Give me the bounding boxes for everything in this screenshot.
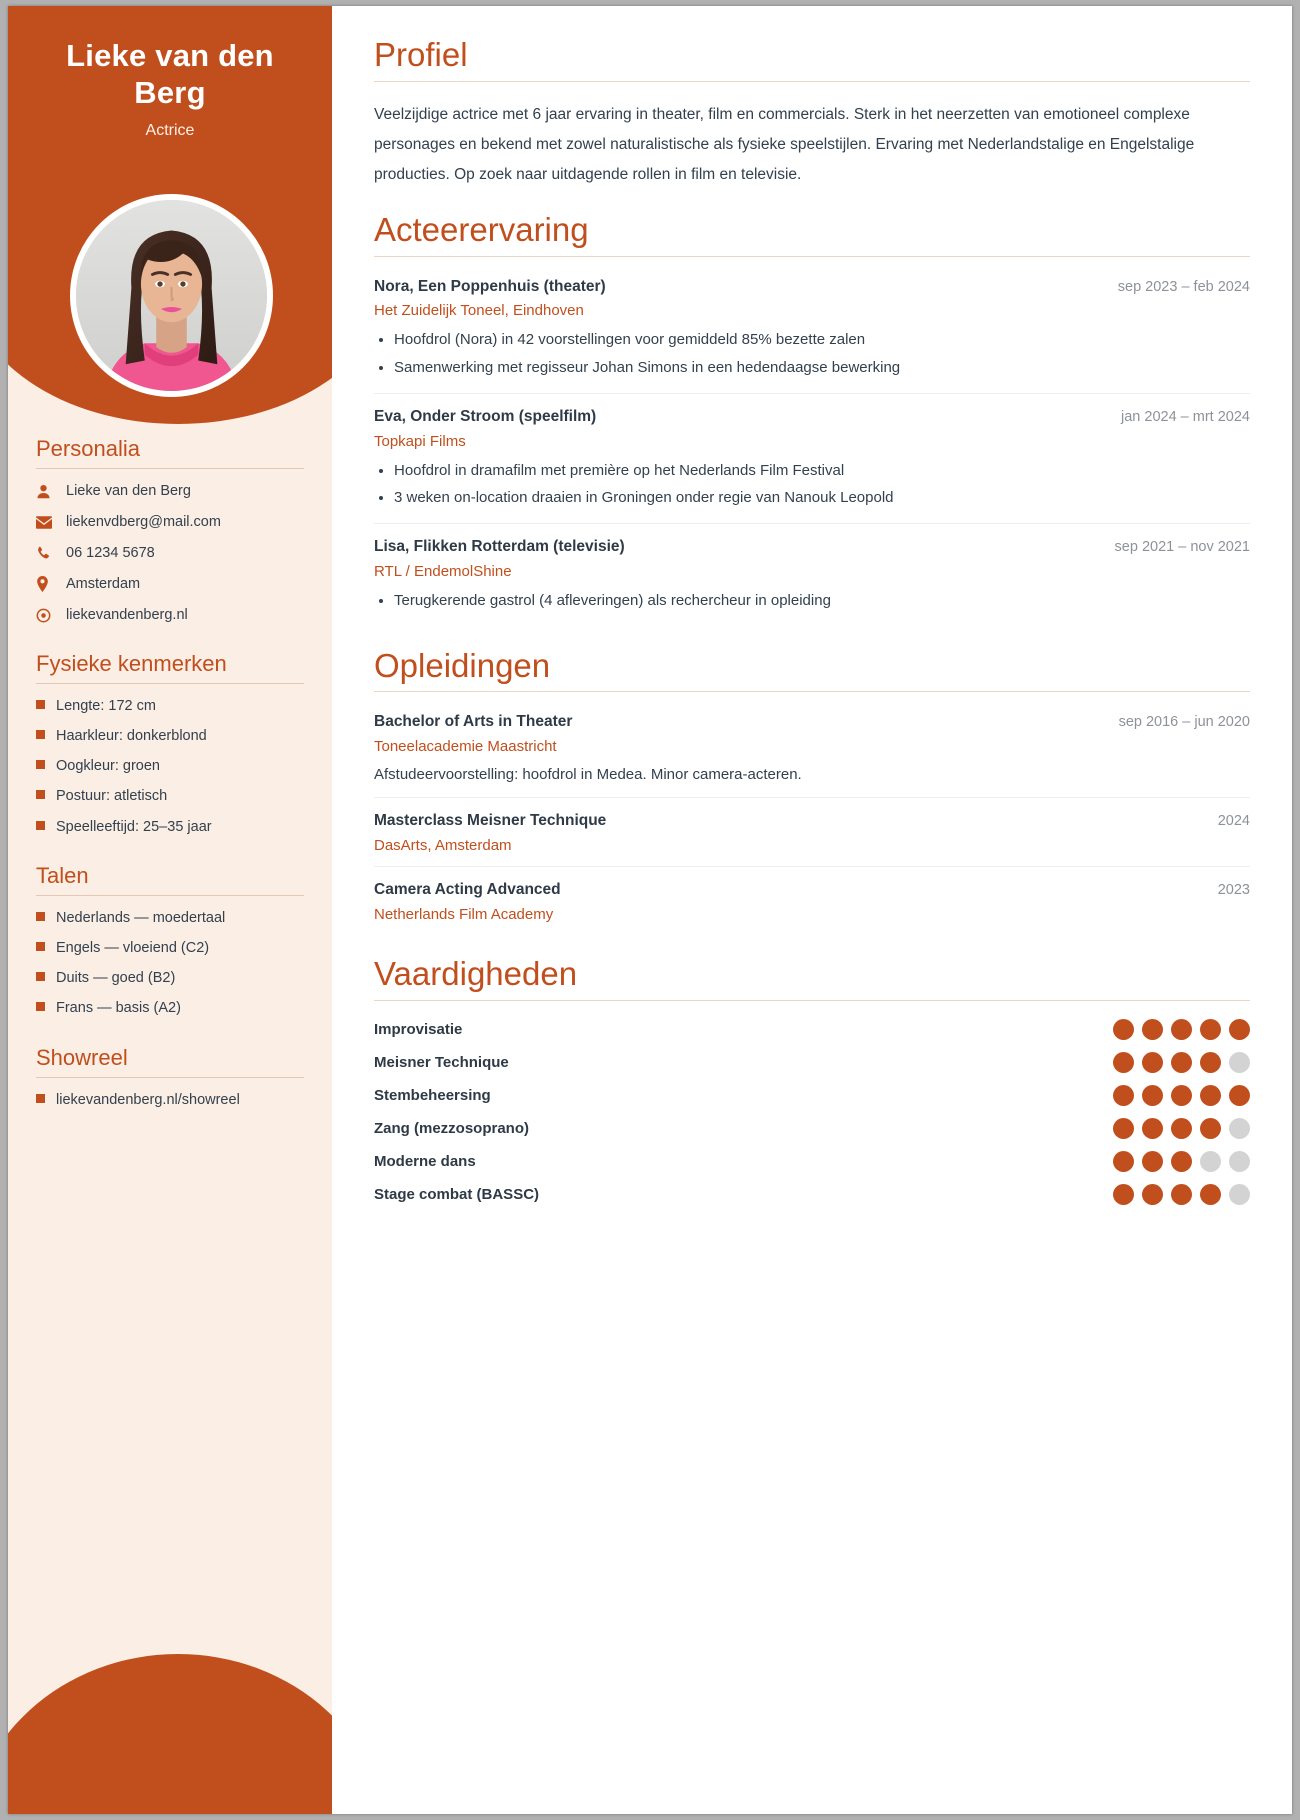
entry-header	[374, 407, 1250, 428]
skill-rating	[1113, 1052, 1250, 1073]
divider	[374, 81, 1250, 82]
list-item-label: Postuur: atletisch	[56, 788, 168, 805]
entry-date: sep 2023 – feb 2024	[1117, 278, 1250, 295]
candidate-name: Lieke van den Berg	[66, 38, 274, 110]
skill-name: Stage combat (BASSC)	[374, 1185, 540, 1203]
rating-dot-filled	[1142, 1085, 1163, 1106]
contact-row-email[interactable]	[36, 513, 304, 532]
skill-row	[374, 1085, 1250, 1106]
contact-value: Lieke van den Berg	[66, 483, 191, 500]
sidebar-body	[8, 436, 332, 1136]
contact-value: liekenvdberg@mail.com	[66, 514, 221, 531]
square-bullet-icon	[36, 912, 45, 921]
rating-dot-filled	[1171, 1019, 1192, 1040]
rating-dot-empty	[1200, 1151, 1221, 1172]
rating-dot-filled	[1142, 1151, 1163, 1172]
experience-entry	[374, 275, 1250, 394]
section-showreel	[36, 1045, 304, 1111]
contact-value: liekevandenberg.nl	[66, 606, 188, 623]
skill-rating	[1113, 1118, 1250, 1139]
portrait-photo-icon	[76, 200, 267, 391]
entry-title: Bachelor of Arts in Theater	[374, 713, 573, 731]
rating-dot-filled	[1171, 1151, 1192, 1172]
list-item	[36, 757, 304, 776]
skill-name: Moderne dans	[374, 1152, 476, 1170]
skill-name: Improvisatie	[374, 1020, 463, 1038]
section-acteerervaring	[374, 211, 1250, 627]
entry-title: Lisa, Flikken Rotterdam (televisie)	[374, 538, 625, 556]
skill-rating	[1113, 1019, 1250, 1040]
list-item-label: Oogkleur: groen	[56, 758, 160, 775]
education-entry	[374, 710, 1250, 797]
list-item	[36, 939, 304, 958]
divider	[36, 1077, 304, 1078]
list-item[interactable]	[36, 1091, 304, 1110]
avatar-photo	[76, 200, 267, 391]
entry-date: sep 2021 – nov 2021	[1114, 539, 1250, 556]
rating-dot-empty	[1229, 1184, 1250, 1205]
education-entry	[374, 878, 1250, 935]
skill-row	[374, 1019, 1250, 1040]
entry-description: Afstudeervoorstelling: hoofdrol in Medea. Minor camera-acteren.	[374, 766, 802, 784]
entry-date: sep 2016 – jun 2020	[1118, 714, 1250, 731]
entry-date: 2024	[1217, 812, 1250, 829]
skills-list	[374, 1019, 1250, 1205]
list-item-label: Duits — goed (B2)	[56, 970, 176, 987]
location-pin-icon	[36, 576, 60, 592]
square-bullet-icon	[36, 1094, 45, 1103]
skill-row	[374, 1151, 1250, 1172]
rating-dot-filled	[1113, 1118, 1134, 1139]
showreel-heading: Showreel	[36, 1044, 128, 1070]
section-fysieke-kenmerken	[36, 651, 304, 837]
divider	[374, 1000, 1250, 1001]
sidebar	[8, 6, 332, 1814]
divider	[36, 683, 304, 684]
entry-header	[374, 537, 1250, 558]
square-bullet-icon	[36, 730, 45, 739]
section-opleidingen	[374, 647, 1250, 935]
contact-value: Amsterdam	[66, 575, 141, 592]
square-bullet-icon	[36, 942, 45, 951]
entry-organisation: Netherlands Film Academy	[374, 905, 554, 923]
entry-organisation: RTL / EndemolShine	[374, 563, 512, 581]
list-item	[36, 909, 304, 928]
rating-dot-filled	[1200, 1118, 1221, 1139]
phone-icon	[36, 546, 60, 561]
fysieke-kenmerken-heading: Fysieke kenmerken	[36, 650, 227, 676]
rating-dot-filled	[1113, 1184, 1134, 1205]
globe-icon	[36, 608, 60, 623]
rating-dot-filled	[1142, 1019, 1163, 1040]
rating-dot-filled	[1142, 1052, 1163, 1073]
rating-dot-filled	[1142, 1184, 1163, 1205]
entry-bullet: • Samenwerking met regisseur Johan Simons in een hedendaagse bewerking	[394, 356, 1250, 379]
list-item	[36, 818, 304, 837]
list-item-label: Frans — basis (A2)	[56, 1000, 181, 1017]
personalia-heading: Personalia	[36, 436, 140, 461]
list-item	[36, 969, 304, 988]
entry-title: Eva, Onder Stroom (speelfilm)	[374, 407, 597, 425]
list-item	[36, 697, 304, 716]
section-vaardigheden	[374, 955, 1250, 1205]
entry-bullet: • Terugkerende gastrol (4 afleveringen) als rechercheur in opleiding	[394, 589, 1250, 612]
entry-organisation: DasArts, Amsterdam	[374, 836, 512, 854]
square-bullet-icon	[36, 700, 45, 709]
contact-value: 06 1234 5678	[66, 545, 155, 562]
entry-bullet: • Hoofdrol (Nora) in 42 voorstellingen voor gemiddeld 85% bezette zalen	[394, 328, 1250, 351]
rating-dot-empty	[1229, 1151, 1250, 1172]
entry-header	[374, 712, 1250, 733]
profiel-text: Veelzijdige actrice met 6 jaar ervaring in theater, film en commercials. Sterk in het neerzetten van emotioneel complexe personages en bekend met zowel naturalistische als fysieke speelstijlen. Ervaring met Nederlandstalige en Engelstalige producties. Op zoek naar uitdagende rollen in film en televisie.	[374, 105, 1195, 184]
square-bullet-icon	[36, 1002, 45, 1011]
rating-dot-empty	[1229, 1052, 1250, 1073]
entry-bullet-list	[374, 328, 1250, 379]
divider	[36, 895, 304, 896]
square-bullet-icon	[36, 760, 45, 769]
list-item	[36, 787, 304, 806]
entry-bullet: • Hoofdrol in dramafilm met première op het Nederlands Film Festival	[394, 459, 1250, 482]
avatar	[70, 194, 273, 397]
rating-dot-empty	[1229, 1118, 1250, 1139]
section-talen	[36, 863, 304, 1019]
rating-dot-filled	[1229, 1019, 1250, 1040]
experience-entry	[374, 535, 1250, 626]
acteerervaring-heading: Acteerervaring	[374, 210, 589, 248]
contact-row-website[interactable]	[36, 606, 304, 625]
contact-row-name	[36, 482, 304, 501]
rating-dot-filled	[1113, 1019, 1134, 1040]
rating-dot-filled	[1142, 1118, 1163, 1139]
contact-row-phone[interactable]	[36, 544, 304, 563]
square-bullet-icon	[36, 972, 45, 981]
education-entry	[374, 809, 1250, 867]
divider	[374, 256, 1250, 257]
entry-date: 2023	[1217, 881, 1250, 898]
main-content	[332, 6, 1292, 1814]
rating-dot-filled	[1113, 1085, 1134, 1106]
list-item-label: Engels — vloeiend (C2)	[56, 940, 210, 957]
rating-dot-filled	[1113, 1151, 1134, 1172]
person-icon	[36, 484, 60, 499]
entry-title: Nora, Een Poppenhuis (theater)	[374, 277, 606, 295]
list-item	[36, 727, 304, 746]
entry-organisation: Het Zuidelijk Toneel, Eindhoven	[374, 302, 584, 320]
rating-dot-filled	[1200, 1184, 1221, 1205]
experience-entry	[374, 405, 1250, 524]
entry-organisation: Topkapi Films	[374, 432, 466, 450]
section-personalia	[36, 436, 304, 625]
divider	[374, 691, 1250, 692]
rating-dot-filled	[1200, 1019, 1221, 1040]
list-item-label: Lengte: 172 cm	[56, 698, 156, 714]
rating-dot-filled	[1171, 1184, 1192, 1205]
envelope-icon	[36, 516, 60, 529]
entry-title: Camera Acting Advanced	[374, 880, 561, 898]
skill-name: Zang (mezzosoprano)	[374, 1119, 530, 1137]
showreel-link: liekevandenberg.nl/showreel	[56, 1091, 240, 1108]
section-profiel	[374, 36, 1250, 191]
skill-rating	[1113, 1085, 1250, 1106]
skill-rating	[1113, 1151, 1250, 1172]
entry-header	[374, 277, 1250, 298]
entry-bullet-list	[374, 589, 1250, 612]
opleidingen-heading: Opleidingen	[374, 646, 551, 684]
divider	[36, 468, 304, 469]
profiel-heading: Profiel	[374, 36, 468, 73]
candidate-role: Actrice	[145, 122, 195, 140]
rating-dot-filled	[1171, 1118, 1192, 1139]
entry-organisation: Toneelacademie Maastricht	[374, 738, 557, 756]
entry-bullet-list	[374, 459, 1250, 510]
skill-row	[374, 1118, 1250, 1139]
square-bullet-icon	[36, 790, 45, 799]
entry-bullet: • 3 weken on-location draaien in Groningen onder regie van Nanouk Leopold	[394, 486, 1250, 509]
rating-dot-filled	[1229, 1085, 1250, 1106]
rating-dot-filled	[1171, 1052, 1192, 1073]
rating-dot-filled	[1200, 1052, 1221, 1073]
entry-header	[374, 811, 1250, 832]
entry-title: Masterclass Meisner Technique	[374, 811, 607, 829]
skill-row	[374, 1052, 1250, 1073]
skill-name: Meisner Technique	[374, 1053, 509, 1071]
square-bullet-icon	[36, 821, 45, 830]
list-item-label: Nederlands — moedertaal	[56, 910, 226, 927]
entry-header	[374, 880, 1250, 901]
name-block	[8, 38, 332, 140]
list-item-label: Speelleeftijd: 25–35 jaar	[56, 818, 212, 835]
rating-dot-filled	[1200, 1085, 1221, 1106]
skill-row	[374, 1184, 1250, 1205]
list-item	[36, 999, 304, 1018]
entry-date: jan 2024 – mrt 2024	[1121, 408, 1250, 425]
skill-rating	[1113, 1184, 1250, 1205]
contact-row-location	[36, 575, 304, 594]
rating-dot-filled	[1171, 1085, 1192, 1106]
list-item-label: Haarkleur: donkerblond	[56, 728, 207, 745]
vaardigheden-heading: Vaardigheden	[374, 954, 578, 992]
talen-heading: Talen	[36, 862, 89, 888]
rating-dot-filled	[1113, 1052, 1134, 1073]
cv-page	[8, 6, 1292, 1814]
sidebar-bottom-curve-decoration	[8, 1654, 332, 1814]
skill-name: Stembeheersing	[374, 1086, 491, 1104]
